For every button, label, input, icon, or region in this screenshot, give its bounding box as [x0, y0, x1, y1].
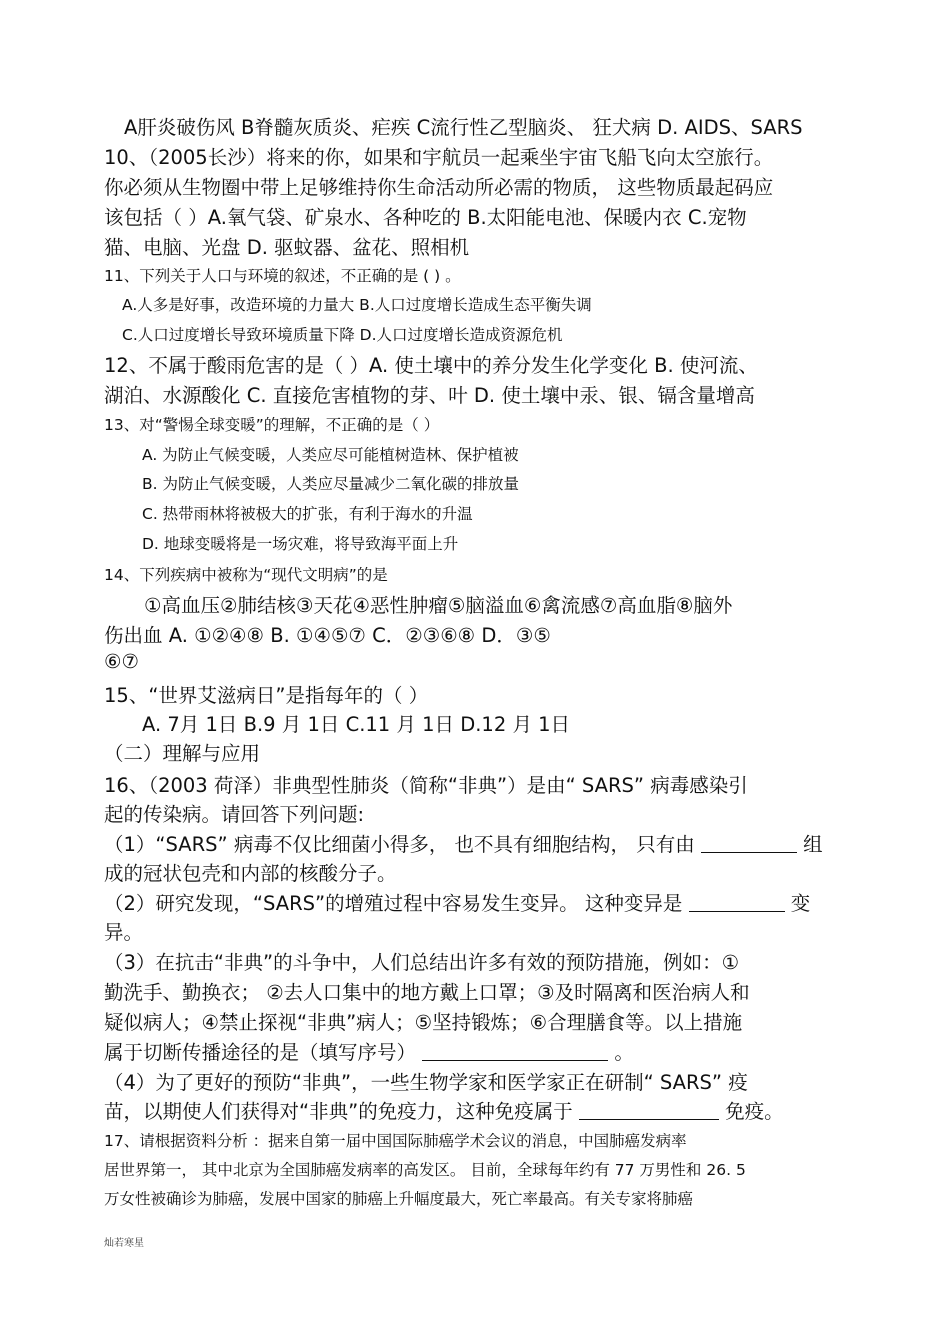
- answer-blank: [701, 833, 797, 854]
- question-13-option-a: A. 为防止气候变暖，人类应尽可能植树造林、保护植被: [142, 446, 519, 464]
- question-13-option-c: C. 热带雨林将被极大的扩张，有利于海水的升温: [142, 505, 473, 523]
- question-13-stem: 13、对“警惕全球变暖”的理解，不正确的是（ ）: [104, 416, 440, 434]
- question-16-part-3-line-3: 疑似病人；④禁止探视“非典”病人；⑤坚持锻炼；⑥合理膳食等。以上措施: [104, 1011, 743, 1034]
- section-heading: （二）理解与应用: [104, 742, 261, 765]
- question-10-line-2: 你必须从生物圈中带上足够维持你生命活动所必需的物质， 这些物质最起码应: [104, 176, 774, 199]
- question-17-line-3: 万女性被确诊为肺癌，发展中国家的肺癌上升幅度最大，死亡率最高。有关专家将肺癌: [104, 1190, 694, 1208]
- question-16-line-2: 起的传染病。请回答下列问题:: [104, 803, 365, 826]
- question-16-part-2: （2）研究发现，“SARS”的增殖过程中容易发生变异。 这种变异是 变: [104, 892, 811, 915]
- question-15-options: A. 7月 1日 B.9 月 1日 C.11 月 1日 D.12 月 1日: [142, 713, 571, 736]
- question-12-line-1: 12、不属于酸雨危害的是（ ）A. 使土壤中的养分发生化学变化 B. 使河流、: [104, 354, 758, 377]
- question-17-line-1: 17、请根据资料分析 ：据来自第一届中国国际肺癌学术会议的消息，中国肺癌发病率: [104, 1132, 687, 1150]
- question-14-list: ①高血压②肺结核③天花④恶性肿瘤⑤脑溢血⑥禽流感⑦高血脂⑧脑外: [144, 594, 733, 617]
- question-16-line-1: 16、（2003 荷泽）非典型性肺炎（简称“非典”）是由“ SARS” 病毒感染引: [104, 774, 748, 797]
- question-16-part-3-line-1: （3）在抗击“非典”的斗争中，人们总结出许多有效的预防措施，例如：①: [104, 951, 740, 974]
- answer-blank: [422, 1041, 608, 1062]
- question-16-part-4-line-1: （4）为了更好的预防“非典”，一些生物学家和医学家正在研制“ SARS” 疫: [104, 1071, 748, 1094]
- question-16-part-4-line-2: 苗，以期使人们获得对“非典”的免疫力，这种免疫属于 免疫。: [104, 1100, 784, 1123]
- question-16-part-3-line-4: 属于切断传播途径的是（填写序号） 。: [104, 1041, 634, 1064]
- question-16-part-2-cont: 异。: [104, 921, 144, 944]
- question-10-line-3: 该包括（ ）A.氧气袋、矿泉水、各种吃的 B.太阳能电池、保暖内衣 C.宠物: [104, 206, 747, 229]
- question-13-option-b: B. 为防止气候变暖，人类应尽量减少二氧化碳的排放量: [142, 475, 519, 493]
- question-14-options-cont: ⑥⑦: [104, 650, 139, 673]
- question-15-stem: 15、“世界艾滋病日”是指每年的（ ）: [104, 684, 429, 707]
- question-12-line-2: 湖泊、水源酸化 C. 直接危害植物的芽、叶 D. 使土壤中汞、银、镉含量增高: [104, 384, 755, 407]
- question-16-part-1: （1）“SARS” 病毒不仅比细菌小得多， 也不具有细胞结构， 只有由 组: [104, 833, 823, 856]
- question-10-line-1: 10、（2005长沙）将来的你，如果和宇航员一起乘坐宇宙飞船飞向太空旅行。: [104, 146, 774, 169]
- page-footer: 灿若寒星: [104, 1238, 144, 1249]
- question-14-options: 伤出血 A. ①②④⑧ B. ①④⑤⑦ C．②③⑥⑧ D．③⑤: [104, 624, 551, 647]
- answer-blank: [579, 1100, 719, 1121]
- text-line-1: A肝炎破伤风 B脊髓灰质炎、疟疾 C流行性乙型脑炎、 狂犬病 D. AIDS、SARS: [124, 116, 803, 139]
- question-10-line-4: 猫、电脑、光盘 D. 驱蚊器、盆花、照相机: [104, 236, 470, 259]
- question-11-stem: 11、下列关于人口与环境的叙述，不正确的是 ( ) 。: [104, 267, 461, 285]
- question-17-line-2: 居世界第一， 其中北京为全国肺癌发病率的高发区。 目前，全球每年约有 77 万男性和 26. 5: [104, 1161, 746, 1179]
- answer-blank: [689, 892, 785, 913]
- question-11-options-cd: C.人口过度增长导致环境质量下降 D.人口过度增长造成资源危机: [122, 326, 563, 344]
- question-16-part-3-line-2: 勤洗手、勤换衣； ②去人口集中的地方戴上口罩；③及时隔离和医治病人和: [104, 981, 750, 1004]
- question-13-option-d: D. 地球变暖将是一场灾难，将导致海平面上升: [142, 535, 459, 553]
- question-16-part-1-cont: 成的冠状包壳和内部的核酸分子。: [104, 862, 397, 885]
- question-14-stem: 14、下列疾病中被称为“现代文明病”的是: [104, 566, 388, 584]
- question-11-options-ab: A.人多是好事，改造环境的力量大 B.人口过度增长造成生态平衡失调: [122, 296, 592, 314]
